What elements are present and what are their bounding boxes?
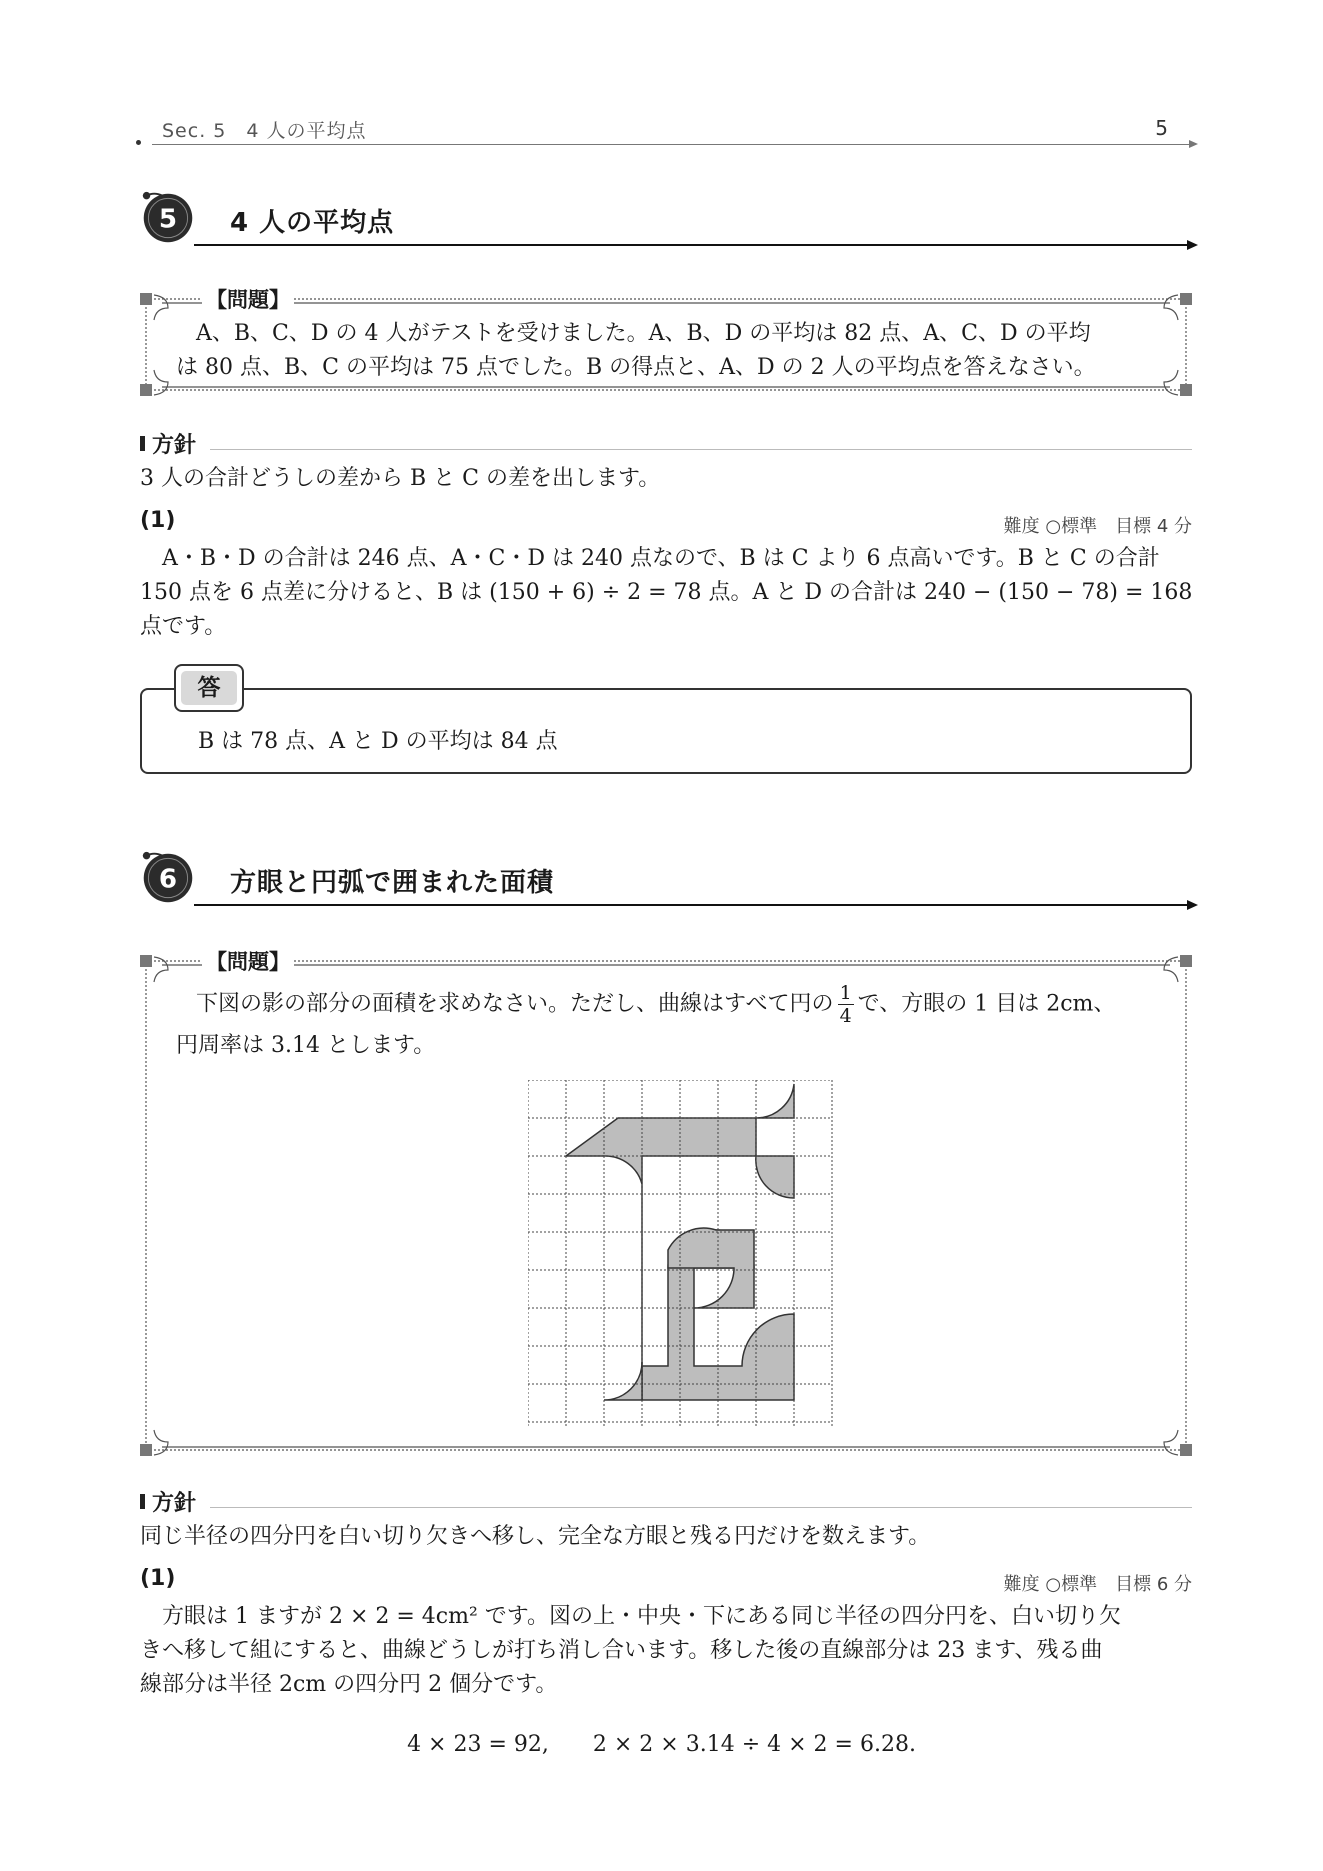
grid-figure [528, 1080, 834, 1428]
section-badge-icon [140, 850, 196, 906]
section-5-policy-text: 3 人の合計どうしの差から B と C の差を出します。 [140, 466, 661, 491]
problem-line-1-text-a: 下図の影の部分の面積を求めなさい。ただし、曲線はすべて円の [196, 991, 834, 1017]
answer-text: B は 78 点、A と D の平均は 84 点 [198, 729, 558, 754]
header-rule [152, 144, 1192, 145]
section-5-policy-heading [140, 428, 1192, 458]
section-6-equation: 4 × 23 = 92, 2 × 2 × 3.14 ÷ 4 × 2 = 6.28. [407, 1732, 916, 1757]
section-6-title: 方眼と円弧で囲まれた面積 [230, 868, 555, 898]
page-number: 5 [1155, 116, 1168, 140]
answer-tag-label: 答 [181, 671, 237, 705]
section-6-policy-text: 同じ半径の四分円を白い切り欠きへ移し、完全な方眼と残る円だけを数えます。 [140, 1524, 931, 1549]
section-6-heading [140, 850, 1192, 914]
section-5-solution-line-2: 150 点を 6 点差に分けると、B は (150 + 6) ÷ 2 = 78 点。A と D の合計は 240 − (150 − 78) = 168 [140, 580, 1193, 605]
fraction-numerator: 1 [839, 982, 852, 1004]
problem-label: 【問題】 [202, 946, 294, 976]
problem-line-1 [196, 982, 1115, 1027]
policy-mark [140, 1494, 145, 1509]
policy-label: 方針 [152, 1491, 197, 1516]
section-6-rule [194, 904, 1192, 906]
section-5-subproblem-number: (1) [140, 508, 176, 533]
section-6-problem-frame [140, 952, 1192, 1460]
section-5-number: 5 [158, 204, 178, 235]
section-6-policy-heading [140, 1486, 1192, 1516]
section-6-subproblem-number: (1) [140, 1566, 176, 1591]
section-5-solution-line-1: A・B・D の合計は 246 点、A・C・D は 240 点なので、B は C より 6 点高いです。B と C の合計 [162, 546, 1160, 571]
problem-line-2: は 80 点、B、C の平均は 75 点でした。B の得点と、A、D の 2 人の平均点を答えなさい。 [176, 355, 1096, 380]
problem-line-2: 円周率は 3.14 とします。 [176, 1033, 436, 1058]
section-5-rule [194, 244, 1192, 246]
policy-label: 方針 [152, 433, 197, 458]
running-header [140, 116, 1192, 146]
section-6-solution-line-3: 線部分は半径 2cm の四分円 2 個分です。 [140, 1672, 558, 1697]
section-5-problem-frame [140, 290, 1192, 400]
policy-rule [210, 1507, 1192, 1508]
section-6-difficulty: 難度 ○標準 目標 6 分 [1003, 1574, 1192, 1595]
problem-line-1: A、B、C、D の 4 人がテストを受けました。A、B、D の平均は 82 点、A、C、D の平均 [196, 321, 1091, 346]
fraction-denominator: 4 [839, 1005, 852, 1027]
policy-mark [140, 436, 145, 451]
answer-tag [174, 664, 244, 712]
section-6-solution-line-1: 方眼は 1 ますが 2 × 2 = 4cm² です。図の上・中央・下にある同じ半径の四分円を、白い切り欠 [162, 1604, 1122, 1629]
section-5-difficulty: 難度 ○標準 目標 4 分 [1003, 516, 1192, 537]
section-5-solution-line-3: 点です。 [140, 614, 227, 639]
section-badge-icon [140, 190, 196, 246]
problem-label: 【問題】 [202, 284, 294, 314]
policy-rule [210, 449, 1192, 450]
section-6-solution-line-2: きへ移して組にすると、曲線どうしが打ち消し合います。移した後の直線部分は 23 ます、残る曲 [140, 1638, 1103, 1663]
section-6-number: 6 [158, 864, 178, 895]
running-header-title: Sec. 5 4 人の平均点 [162, 120, 367, 142]
fraction-quarter [838, 982, 854, 1027]
section-5-title: 4 人の平均点 [230, 208, 395, 238]
header-dot [136, 140, 141, 145]
section-5-heading [140, 190, 1192, 254]
problem-line-1-text-b: で、方眼の 1 目は 2cm、 [857, 991, 1116, 1017]
